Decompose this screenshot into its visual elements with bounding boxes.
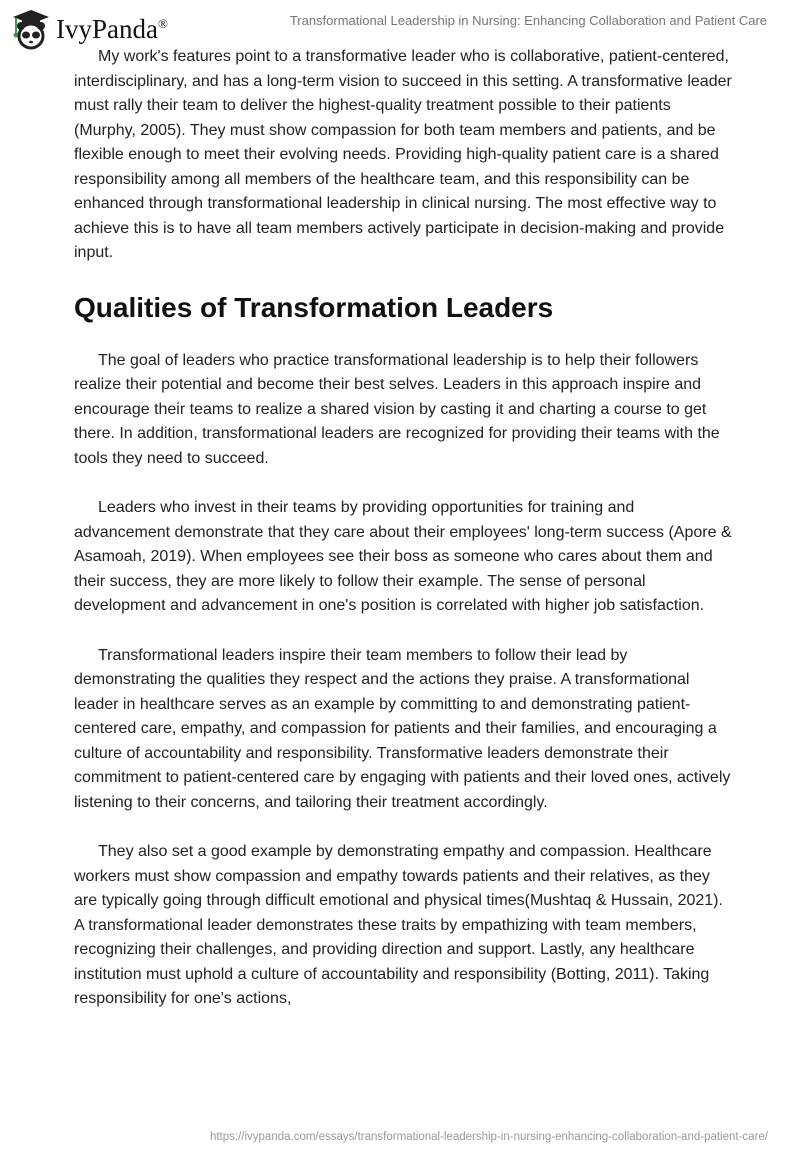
footer-url[interactable]: https://ivypanda.com/essays/transformational-leadership-in-nursing-enhancing-collaboration-and-patient-care/: [209, 1131, 768, 1143]
ivypanda-logo[interactable]: [12, 8, 168, 50]
logo-name: IvyPanda: [56, 13, 158, 44]
document-title: Transformational Leadership in Nursing: Enhancing Collaboration and Patient Care: [289, 13, 767, 28]
panda-graduate-icon: [12, 8, 50, 50]
essay-content: [74, 45, 732, 1037]
registered-mark: ®: [157, 15, 168, 31]
logo-text: [56, 14, 168, 45]
paragraph: Transformational leaders inspire their team members to follow their lead by demonstrating the qualities they respect and the actions they praise. A transformational leader in healthcare serves as an example by committing to and demonstrating patient-centered care, empathy, and compassion for patients and their families, and encouraging a culture of accountability and responsibility. Transformative leaders demonstrate their commitment to patient-centered care by engaging with patients and their loved ones, actively listening to their concerns, and tailoring their treatment accordingly.: [74, 646, 731, 811]
section-heading: Qualities of Transformation Leaders: [74, 291, 554, 323]
paragraph: The goal of leaders who practice transformational leadership is to help their followers realize their potential and become their best selves. Leaders in this approach inspire and encourage their teams to realize a shared vision by casting it and charting a course to get there. In addition, transformational leaders are recognized for providing their teams with the tools they need to succeed.: [74, 351, 720, 467]
paragraph: My work's features point to a transformative leader who is collaborative, patient-centered, interdisciplinary, and has a long-term vision to succeed in this setting. A transformative leader must rally their team to deliver the highest-quality treatment possible to their patients (Murphy, 2005). They must show compassion for both team members and patients, and be flexible enough to meet their evolving needs. Providing high-quality patient care is a shared responsibility among all members of the healthcare team, and this responsibility can be enhanced through transformational leadership in clinical nursing. The most effective way to achieve this is to have all team members actively participate in decision-making and provide input.: [74, 48, 732, 261]
paragraph: They also set a good example by demonstrating empathy and compassion. Healthcare workers must show compassion and empathy towards patients and their relatives, as they are typically going through difficult emotional and physical times(Mushtaq & Hussain, 2021). A transformational leader demonstrates these traits by empathizing with team members, recognizing their challenges, and providing direction and support. Lastly, any healthcare institution must uphold a culture of accountability and responsibility (Botting, 2011). Taking responsibility for one's actions,: [74, 843, 723, 1007]
paragraph: Leaders who invest in their teams by providing opportunities for training and advancement demonstrate that they care about their employees' long-term success (Apore & Asamoah, 2019). When employees see their boss as someone who cares about them and their success, they are more likely to follow their example. The sense of personal development and advancement in one's position is correlated with higher job satisfaction.: [74, 499, 732, 614]
